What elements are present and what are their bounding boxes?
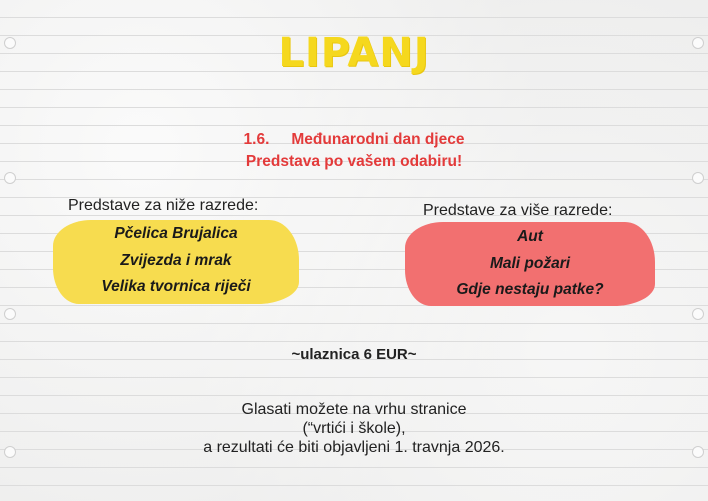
lower-grades-list [53,221,299,301]
vote-line: a rezultati će biti objavljeni 1. travnja 2026. [203,439,505,456]
upper-grades-list [405,224,655,304]
page-title: LIPANJ [278,30,430,76]
binder-hole [692,172,704,184]
vote-info [0,400,708,457]
lower-grades-heading: Predstave za niže razrede: [68,197,259,214]
show-title: Mali požari [489,254,571,272]
binder-hole [4,308,16,320]
vote-line: Glasati možete na vrhu stranice [241,401,467,418]
binder-hole [692,308,704,320]
upper-grades-heading: Predstave za više razrede: [423,202,613,219]
show-title: Aut [517,228,543,245]
show-title: Pčelica Brujalica [114,225,238,242]
vote-line: (“vrtići i škole), [302,420,406,437]
show-title: Zvijezda i mrak [120,251,232,269]
event-name: Međunarodni dan djece [291,131,465,148]
show-title: Gdje nestaju patke? [456,281,604,298]
event-subtitle: Predstava po vašem odabiru! [245,153,463,170]
event-date: 1.6. [243,131,270,148]
event-line [0,131,708,149]
ticket-price: ~ulaznica 6 EUR~ [291,346,417,363]
show-title: Velika tvornica riječi [101,278,251,295]
binder-hole [4,172,16,184]
